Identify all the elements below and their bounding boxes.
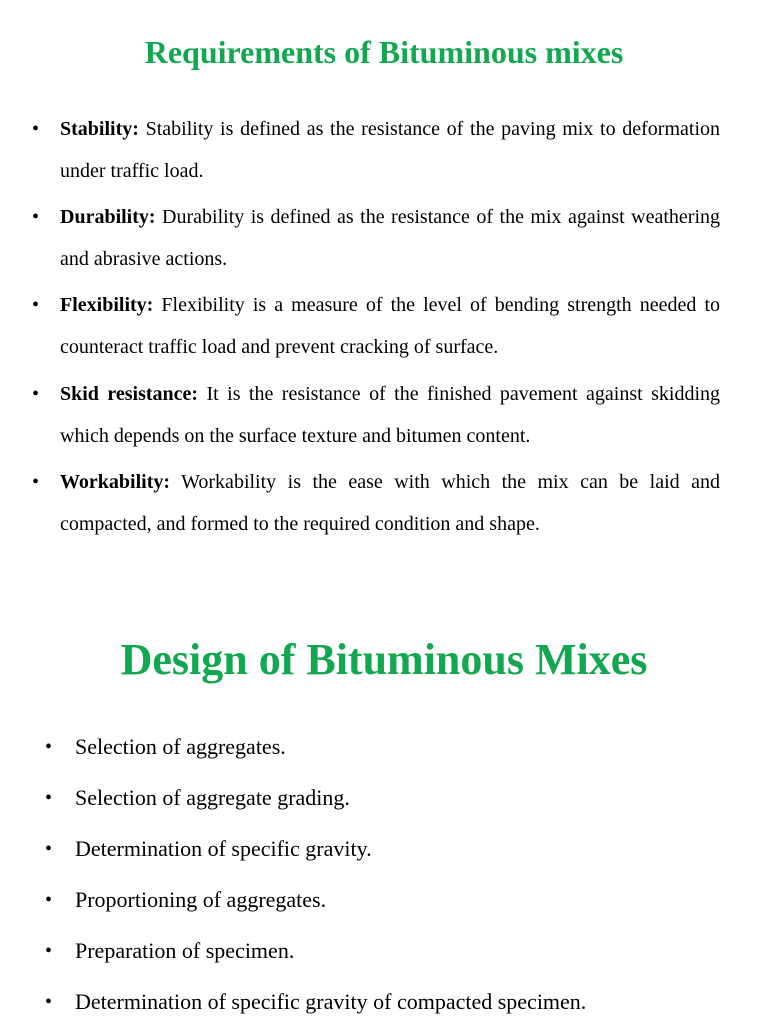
list-item-durability — [32, 196, 720, 280]
bullet-icon: • — [45, 940, 53, 962]
list-item-text: Selection of aggregate grading. — [75, 785, 350, 810]
list-item-stability — [32, 108, 721, 192]
term-label: Workability: — [60, 471, 171, 493]
bullet-icon: • — [45, 787, 53, 809]
list-item-text: Proportioning of aggregates. — [75, 887, 327, 912]
bullet-icon: • — [32, 118, 40, 140]
bullet-icon: • — [32, 206, 40, 228]
term-description: Flexibility is a measure of the level of bending strength needed to counteract traffic load and prevent cracking of surface. — [60, 294, 720, 358]
list-item — [45, 783, 735, 813]
list-item-text: Determination of specific gravity. — [75, 836, 372, 861]
list-item — [45, 936, 735, 966]
section-title-requirements: Requirements of Bituminous mixes — [144, 34, 624, 70]
list-item — [45, 987, 735, 1017]
list-item-text: Selection of aggregates. — [75, 734, 286, 759]
term-label: Flexibility: — [60, 294, 154, 316]
term-description: Stability is defined as the resistance of the paving mix to deformation under traffic load. — [60, 118, 721, 182]
bullet-icon: • — [32, 294, 40, 316]
term-label: Stability: — [60, 118, 139, 140]
term-description: Durability is defined as the resistance of the mix against weathering and abrasive actions. — [60, 206, 720, 270]
bullet-icon: • — [45, 736, 53, 758]
list-item-text: Preparation of specimen. — [75, 938, 295, 963]
list-item-workability — [32, 461, 720, 545]
term-label: Durability: — [60, 206, 156, 228]
bullet-icon: • — [45, 889, 53, 911]
bullet-icon: • — [45, 991, 53, 1013]
bullet-icon: • — [32, 471, 40, 493]
term-label: Skid resistance: — [60, 383, 199, 405]
list-item — [45, 834, 735, 864]
bullet-icon: • — [32, 383, 40, 405]
list-item-text: Determination of specific gravity of compacted specimen. — [75, 989, 587, 1014]
list-item — [45, 732, 735, 762]
list-item-skid-resistance — [32, 373, 721, 457]
bullet-icon: • — [45, 838, 53, 860]
list-item-flexibility — [32, 284, 720, 368]
list-item — [45, 885, 735, 915]
term-description: Workability is the ease with which the mix can be laid and compacted, and formed to the required condition and shape. — [60, 471, 720, 535]
term-description: It is the resistance of the finished pavement against skidding which depends on the surface texture and bitumen content. — [60, 383, 721, 447]
section-title-design: Design of Bituminous Mixes — [120, 635, 648, 684]
